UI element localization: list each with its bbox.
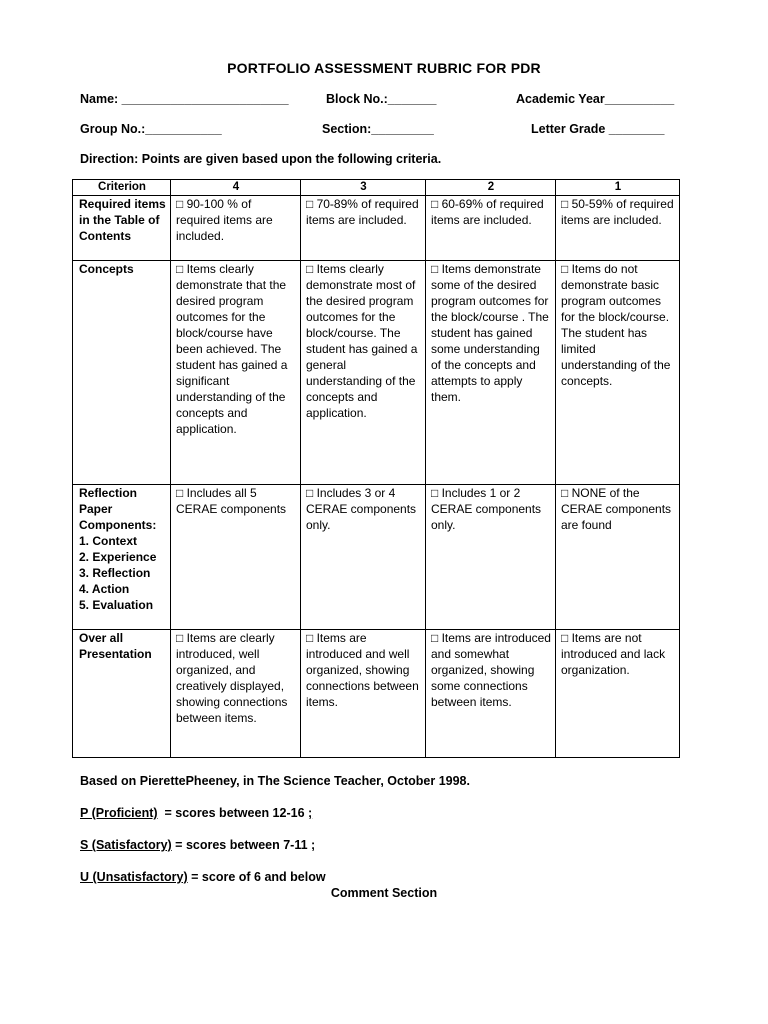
- grade-label: U (Unsatisfactory): [80, 870, 188, 884]
- name-field[interactable]: Name: ________________________: [80, 92, 289, 106]
- grade-tail: ;: [308, 806, 313, 820]
- grade-unsatisfactory: [80, 870, 326, 884]
- source-citation: Based on PierettePheeney, in The Science Teacher, October 1998.: [80, 774, 470, 788]
- rubric-cell: □ Includes all 5 CERAE components: [171, 485, 301, 630]
- criterion-cell: Required items in the Table of Contents: [73, 196, 171, 261]
- grade-range: = scores between 7-11 ;: [171, 838, 316, 852]
- grade-range: = scores between 12-16: [157, 806, 308, 820]
- rubric-cell: □ Items are introduced and well organized, showing connections between items.: [301, 630, 426, 758]
- criterion-cell: [73, 485, 171, 630]
- table-row: [73, 485, 680, 630]
- rubric-cell: □ Items are introduced and somewhat organized, showing some connections between items.: [426, 630, 556, 758]
- column-header: 4: [171, 180, 301, 196]
- rubric-cell: □ Items do not demonstrate basic program outcomes for the block/course. The student has limited understanding of the concepts.: [556, 261, 680, 485]
- criterion-list-item: 2. Experience: [79, 550, 157, 564]
- criterion-list-item: 3. Reflection: [79, 566, 151, 580]
- direction-text: Direction: Points are given based upon the following criteria.: [80, 152, 442, 166]
- rubric-cell: □ 50-59% of required items are included.: [556, 196, 680, 261]
- column-header: 3: [301, 180, 426, 196]
- section-field[interactable]: Section:_________: [322, 122, 434, 136]
- academic-year-field[interactable]: Academic Year__________: [516, 92, 675, 106]
- rubric-cell: □ Items are not introduced and lack organization.: [556, 630, 680, 758]
- grade-satisfactory: [80, 838, 315, 852]
- grade-range: = score of 6 and below: [187, 870, 326, 884]
- criterion-cell: Concepts: [73, 261, 171, 485]
- rubric-cell: □ 60-69% of required items are included.: [426, 196, 556, 261]
- criterion-cell: Over all Presentation: [73, 630, 171, 758]
- criterion-list-item: 1. Context: [79, 534, 138, 548]
- letter-grade-field[interactable]: Letter Grade ________: [531, 122, 665, 136]
- column-header: 1: [556, 180, 680, 196]
- table-row: [73, 261, 680, 485]
- page-title: PORTFOLIO ASSESSMENT RUBRIC FOR PDR: [227, 60, 541, 76]
- block-field[interactable]: Block No.:_______: [326, 92, 437, 106]
- rubric-table: [72, 179, 680, 758]
- grade-label: P (Proficient): [80, 806, 158, 820]
- column-header: 2: [426, 180, 556, 196]
- grade-proficient: [80, 806, 312, 820]
- rubric-cell: □ NONE of the CERAE components are found: [556, 485, 680, 630]
- criterion-label: Reflection Paper Components:: [79, 486, 157, 532]
- grade-label: S (Satisfactory): [80, 838, 172, 852]
- column-header: Criterion: [73, 180, 171, 196]
- table-row: [73, 630, 680, 758]
- rubric-cell: □ Items demonstrate some of the desired program outcomes for the block/course . The student has gained some understanding of the concepts and attempts to apply them.: [426, 261, 556, 485]
- table-header-row: [73, 180, 680, 196]
- rubric-cell: □ Items clearly demonstrate most of the desired program outcomes for the block/course. The student has gained a general understanding of the concepts and application.: [301, 261, 426, 485]
- rubric-cell: □ 90-100 % of required items are included.: [171, 196, 301, 261]
- rubric-cell: □ 70-89% of required items are included.: [301, 196, 426, 261]
- rubric-cell: □ Items are clearly introduced, well organized, and creatively displayed, showing connections between items.: [171, 630, 301, 758]
- rubric-cell: □ Includes 3 or 4 CERAE components only.: [301, 485, 426, 630]
- group-field[interactable]: Group No.:___________: [80, 122, 222, 136]
- rubric-cell: □ Items clearly demonstrate that the desired program outcomes for the block/course have been achieved. The student has gained a significant understanding of the concepts and application.: [171, 261, 301, 485]
- table-row: [73, 196, 680, 261]
- rubric-cell: □ Includes 1 or 2 CERAE components only.: [426, 485, 556, 630]
- criterion-list-item: 5. Evaluation: [79, 598, 154, 612]
- criterion-list-item: 4. Action: [79, 582, 130, 596]
- comment-section-heading: Comment Section: [330, 886, 438, 900]
